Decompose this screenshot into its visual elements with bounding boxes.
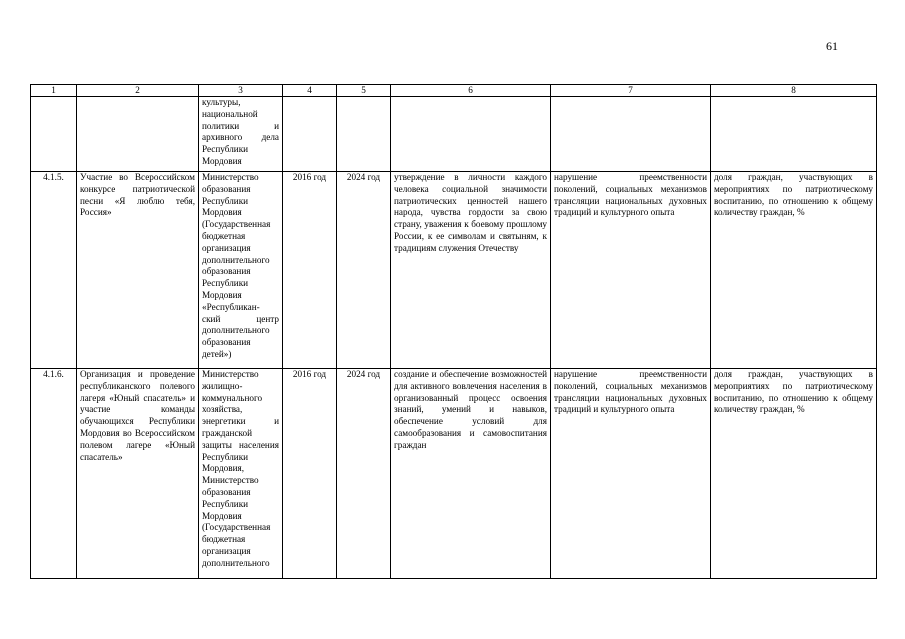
executor-line: культуры, <box>202 97 241 107</box>
executor-line: Мордовия <box>202 207 242 218</box>
executor-line: политики и <box>202 120 279 131</box>
executor-line: Республики <box>202 451 249 462</box>
end-year: 2024 год <box>337 172 391 369</box>
table-cell <box>337 97 391 172</box>
executor-line: «Республикан- <box>202 301 260 312</box>
header-cell: 8 <box>711 85 877 97</box>
header-cell: 6 <box>391 85 551 97</box>
executor-line: дополнительного <box>202 325 270 336</box>
executor-line: дополнительного <box>202 254 270 265</box>
executor-line: гражданской <box>202 427 253 438</box>
executor-line: Мордовия, <box>202 463 245 474</box>
indicator-cell: доля граждан, участвующих в мероприятиях по патриотическому воспитанию, по отношению к общему количеству граждан, % <box>711 172 877 369</box>
executor-line: Министерство <box>202 369 259 379</box>
executor-line: Республики <box>202 498 249 509</box>
result-cell: создание и обеспечение возможностей для активного вовлечения населения в организованный процесс освоения знаний, умений и навыков, обеспечение условий для самообразования и самовоспитания граждан <box>391 369 551 579</box>
table-cell <box>283 97 337 172</box>
executor-line: защиты населения <box>202 439 279 450</box>
executor-line: хозяйства, <box>202 404 243 415</box>
header-cell: 5 <box>337 85 391 97</box>
executor-line: бюджетная <box>202 230 246 241</box>
header-cell: 4 <box>283 85 337 97</box>
executor-line: образования <box>202 486 251 497</box>
executor-line: (Государственная <box>202 522 271 533</box>
executor-line: Мордовия <box>202 289 242 300</box>
executor-cell <box>199 97 283 172</box>
consequences-cell: нарушение преемственности поколений, социальных механизмов трансляции национальных духовных традиций и культурного опыта <box>551 172 711 369</box>
executor-line: Мордовия <box>202 510 242 521</box>
executor-line: организация <box>202 242 251 253</box>
header-cell: 1 <box>31 85 77 97</box>
start-year: 2016 год <box>283 369 337 579</box>
start-year: 2016 год <box>283 172 337 369</box>
executor-line: образования <box>202 266 251 277</box>
executor-line: образования <box>202 183 251 194</box>
executor-line: архивного дела <box>202 132 279 143</box>
row-number: 4.1.5. <box>31 172 77 369</box>
executor-line: детей») <box>202 348 232 359</box>
executor-line: энергетики и <box>202 416 279 427</box>
executor-line: Республики <box>202 144 249 155</box>
table-row <box>31 172 877 369</box>
header-cell: 7 <box>551 85 711 97</box>
event-cell: Участие во Всероссийском конкурсе патриотической песни «Я люблю тебя, Россия» <box>77 172 199 369</box>
executor-line: образования <box>202 337 251 348</box>
executor-line: коммунального <box>202 392 263 403</box>
executor-line: Республики <box>202 195 249 206</box>
table-row <box>31 369 877 579</box>
header-cell: 2 <box>77 85 199 97</box>
executor-line: организация <box>202 545 251 556</box>
executor-line: жилищно- <box>202 380 243 391</box>
program-table <box>30 84 877 579</box>
table-cell <box>391 97 551 172</box>
consequences-cell: нарушение преемственности поколений, социальных механизмов трансляции национальных духовных традиций и культурного опыта <box>551 369 711 579</box>
executor-cell <box>199 369 283 579</box>
continuation-row <box>31 97 877 172</box>
table-cell <box>551 97 711 172</box>
executor-line: национальной <box>202 108 258 119</box>
table-cell <box>711 97 877 172</box>
indicator-cell: доля граждан, участвующих в мероприятиях по патриотическому воспитанию, по отношению к общему количеству граждан, % <box>711 369 877 579</box>
executor-line: дополнительного <box>202 557 270 568</box>
executor-line: Мордовия <box>202 155 242 166</box>
executor-line: (Государственная <box>202 219 271 230</box>
page-number: 61 <box>826 39 838 53</box>
executor-line: бюджетная <box>202 534 246 545</box>
header-cell: 3 <box>199 85 283 97</box>
event-cell: Организация и проведение республиканского полевого лагеря «Юный спасатель» и участие команды обучающихся Республики Мордовия во Всероссийском полевом лагере «Юный спасатель» <box>77 369 199 579</box>
end-year: 2024 год <box>337 369 391 579</box>
table-cell <box>31 97 77 172</box>
executor-line: Министерство <box>202 475 259 486</box>
executor-line: Министерство <box>202 172 259 182</box>
executor-line: Республики <box>202 278 249 289</box>
executor-cell <box>199 172 283 369</box>
header-row <box>31 85 877 97</box>
executor-line: ский центр <box>202 313 279 324</box>
result-cell: утверждение в личности каждого человека социальной значимости патриотических ценностей нашего народа, чувства гордости за свою страну, уважения к боевому прошлому России, к ее символам и святыням, к традициям служения Отечеству <box>391 172 551 369</box>
table-cell <box>77 97 199 172</box>
row-number: 4.1.6. <box>31 369 77 579</box>
